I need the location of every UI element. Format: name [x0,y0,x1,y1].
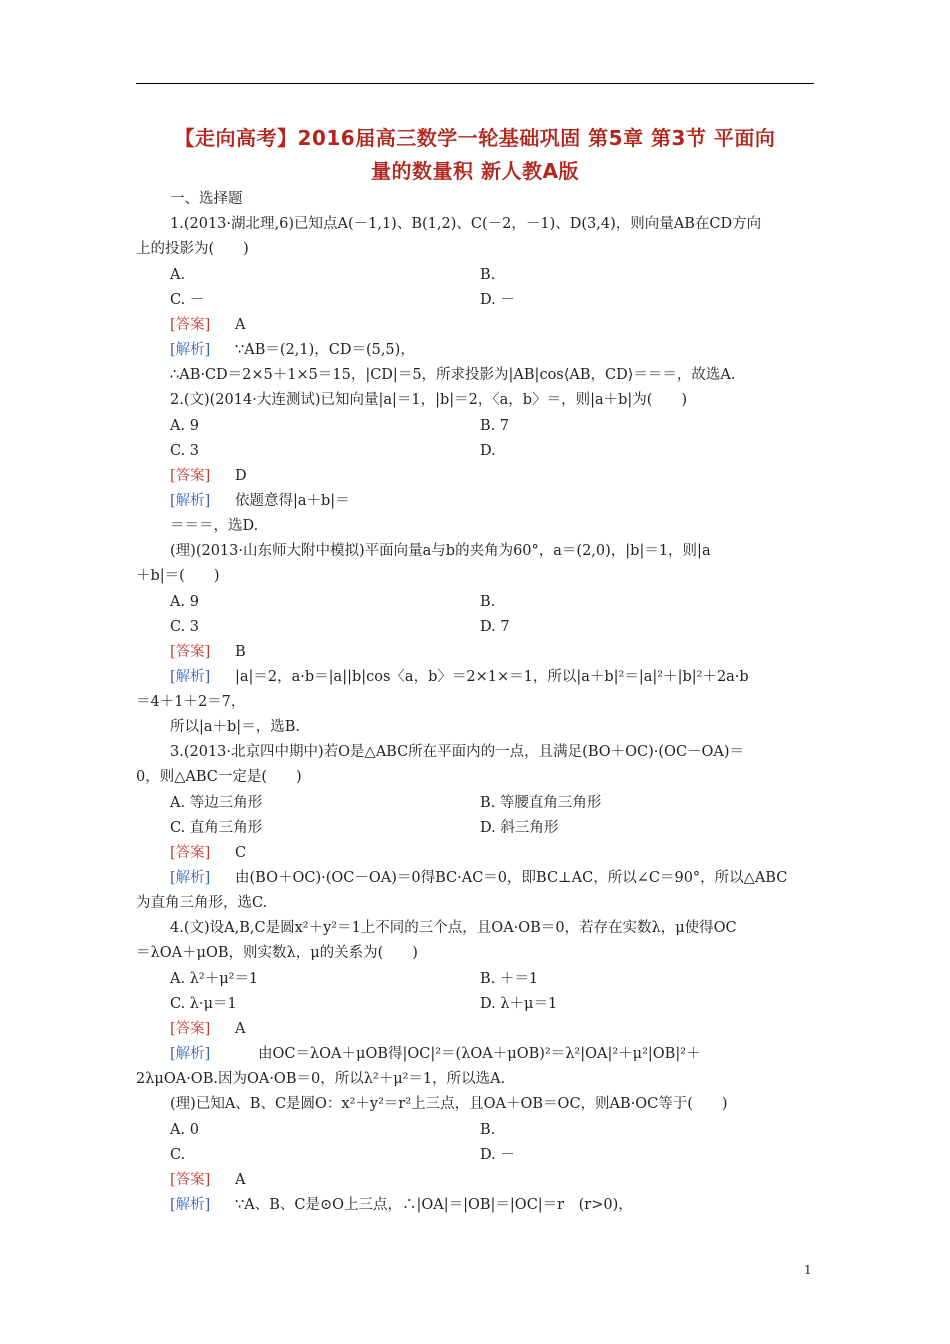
text-line: D [235,468,247,484]
text-line: [解析] [170,1197,211,1213]
text-line: 为直角三角形，选C. [136,895,268,911]
text-line: (理)已知A、B、C是圆O：x²＋y²＝r²上三点，且OA＋OB＝OC，则AB·OC等于( ) [170,1096,728,1112]
text-line: B [235,644,246,660]
text-line: [解析] [170,342,211,358]
text-line: D. － [480,292,515,308]
text-line: ＋b|＝( ) [136,568,220,584]
text-line: 所以|a＋b|＝，选B. [170,719,300,735]
text-line: C. λ·μ＝1 [170,996,237,1012]
text-line: D. 7 [480,619,510,635]
text-line: [答案] [170,845,211,861]
text-line: 0，则△ABC一定是( ) [136,769,302,785]
text-line: C. 3 [170,443,200,459]
text-line: [答案] [170,644,211,660]
text-line: B. [480,1122,496,1138]
text-line: [答案] [170,317,211,333]
text-line: 由OC＝λOA＋μOB得|OC|²＝(λOA＋μOB)²＝λ²|OA|²＋μ²|OB|²＋ [258,1046,701,1062]
text-line: 2.(文)(2014·大连测试)已知向量|a|＝1，|b|＝2，〈a，b〉＝，则|a＋b|为( ) [170,392,688,408]
text-line: ＝λOA＋μOB，则实数λ，μ的关系为( ) [136,945,418,961]
text-line: ∵AB＝(2,1)，CD＝(5,5)， [235,342,415,358]
text-line: 由(BO＋OC)·(OC－OA)＝0得BC·AC＝0，即BC⊥AC，所以∠C＝90°，所以△ABC [235,870,788,886]
text-line: A. 9 [170,418,199,434]
text-line: (理)(2013·山东师大附中模拟)平面向量a与b的夹角为60°，a＝(2,0)，|b|＝1，则|a [170,543,711,559]
text-line: ＝4＋1＋2＝7， [136,694,246,710]
text-line: A [235,317,246,333]
text-line: 4.(文)设A,B,C是圆x²＋y²＝1上不同的三个点，且OA·OB＝0，若存在实数λ，μ使得OC [170,920,737,936]
text-line: B. [480,594,496,610]
text-line: [答案] [170,1172,211,1188]
text-line: [解析] [170,870,211,886]
text-line: A. 0 [170,1122,199,1138]
text-line: [解析] [170,669,211,685]
text-line: 3.(2013·北京四中期中)若O是△ABC所在平面内的一点，且满足(BO＋OC)·(OC－OA)＝ [170,744,745,760]
text-line: [解析] [170,493,211,509]
text-line: A. 9 [170,594,199,610]
page-number: 1 [804,1263,812,1277]
text-line: C. [170,1147,186,1163]
document-title-line-2: 量的数量积 新人教A版 [371,159,579,183]
text-line: [解析] [170,1046,211,1062]
text-line: D. 斜三角形 [480,820,559,836]
text-line: A [235,1021,246,1037]
text-line: C. 3 [170,619,200,635]
text-line: 依题意得|a＋b|＝ [235,493,350,509]
text-line: A. λ²＋μ²＝1 [170,971,259,987]
text-line: B. [480,267,496,283]
text-line: [答案] [170,1021,211,1037]
text-line: ∴AB·CD＝2×5＋1×5＝15，|CD|＝5，所求投影为|AB|cos⟨AB，CD⟩＝＝＝，故选A. [170,367,736,383]
text-line: 上的投影为( ) [136,241,249,257]
text-line: A [235,1172,246,1188]
text-line: 1.(2013·湖北理,6)已知点A(－1,1)、B(1,2)、C(－2，－1)、D(3,4)，则向量AB在CD方向 [170,216,762,232]
text-line: ＝＝＝，选D. [170,518,259,534]
document-title-line-1: 【走向高考】2016届高三数学一轮基础巩固 第5章 第3节 平面向 [174,126,776,150]
text-line: C [235,845,247,861]
text-line: |a|＝2，a·b＝|a||b|cos〈a，b〉＝2×1×＝1，所以|a＋b|²＝|a|²＋|b|²＋2a·b [235,669,749,685]
header-rule [136,83,814,84]
text-line: C. 直角三角形 [170,820,263,836]
text-line: B. 7 [480,418,510,434]
section-heading: 一、选择题 [170,191,243,207]
text-line: A. [170,267,186,283]
text-line: B. 等腰直角三角形 [480,795,602,811]
text-line: D. [480,443,496,459]
text-line: B. ＋＝1 [480,971,539,987]
text-line: ∵A、B、C是⊙O上三点，∴|OA|＝|OB|＝|OC|＝r (r>0)， [235,1197,633,1213]
text-line: C. － [170,292,205,308]
text-line: D. － [480,1147,515,1163]
text-line: 2λμOA·OB.因为OA·OB＝0，所以λ²＋μ²＝1，所以选A. [136,1071,506,1087]
text-line: [答案] [170,468,211,484]
text-line: A. 等边三角形 [170,795,263,811]
text-line: D. λ＋μ＝1 [480,996,558,1012]
